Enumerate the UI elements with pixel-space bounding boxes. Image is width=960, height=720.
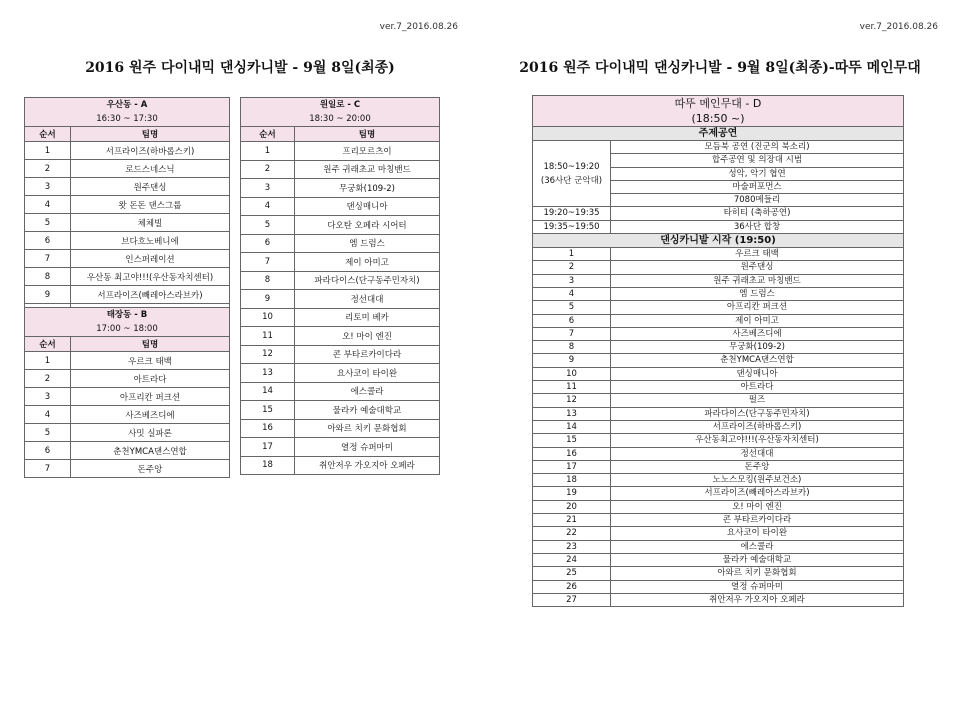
table-row: [25, 352, 230, 370]
column-header-team: 팀명: [295, 127, 440, 142]
team-cell: 열정 슈퍼마미: [295, 438, 440, 457]
team-cell: 물라카 예술대학교: [611, 553, 904, 566]
table-row: [533, 248, 904, 261]
table-name: 따뚜 메인무대 - D: [674, 97, 762, 110]
right-page: [480, 0, 960, 720]
order-cell: 6: [25, 442, 71, 460]
table-row: [25, 196, 230, 214]
order-cell: 7: [25, 250, 71, 268]
table-header: [241, 98, 440, 127]
team-cell: 에스콜라: [295, 382, 440, 401]
order-cell: 15: [533, 434, 611, 447]
order-cell: 20: [533, 500, 611, 513]
table-row: [241, 160, 440, 179]
table-row: [241, 401, 440, 420]
team-cell: 원주댄싱: [611, 261, 904, 274]
team-cell: 콘 부타르카이다라: [295, 345, 440, 364]
column-header-team: 팀명: [71, 127, 230, 142]
table-name: 우산동 - A: [106, 100, 148, 110]
column-header-order: 순서: [25, 127, 71, 142]
table-row: [241, 179, 440, 198]
order-cell: 3: [25, 388, 71, 406]
theme-time-cell: [533, 141, 611, 207]
table-row: [533, 593, 904, 606]
order-cell: 18: [241, 456, 295, 475]
table-name: 태장동 - B: [106, 310, 148, 320]
table-row: [25, 370, 230, 388]
order-cell: 22: [533, 527, 611, 540]
team-cell: 사즈베즈디에: [71, 406, 230, 424]
team-cell: 돈주앙: [611, 460, 904, 473]
table-row: [241, 438, 440, 457]
table-row: [241, 216, 440, 235]
order-cell: 2: [241, 160, 295, 179]
team-cell: 서프라이즈(빼레아스라브카): [611, 487, 904, 500]
order-cell: 16: [241, 419, 295, 438]
table-row: [241, 382, 440, 401]
team-cell: 체체빌: [71, 214, 230, 232]
team-cell: 물라카 예술대학교: [295, 401, 440, 420]
team-cell: 우산동최고야!!!(우산동자치센터): [611, 434, 904, 447]
team-cell: 제이 아미고: [611, 314, 904, 327]
order-cell: 14: [241, 382, 295, 401]
team-cell: 아트라다: [611, 381, 904, 394]
order-cell: 4: [25, 406, 71, 424]
table-row: [25, 214, 230, 232]
table-row: [533, 394, 904, 407]
team-cell: 요사코이 타이완: [295, 364, 440, 383]
column-header-team: 팀명: [71, 337, 230, 352]
order-cell: 10: [533, 367, 611, 380]
table-row: [533, 301, 904, 314]
page-title: 2016 원주 다이내믹 댄싱카니발 - 9월 8일(최종)-따뚜 메인무대: [519, 60, 921, 76]
schedule-table-c: [240, 97, 440, 475]
table-row: [533, 474, 904, 487]
order-cell: 21: [533, 514, 611, 527]
table-header: [533, 96, 904, 127]
table-row: [25, 460, 230, 478]
table-row: [25, 442, 230, 460]
order-cell: 8: [241, 271, 295, 290]
team-cell: 왓 돈돈 댄스그룹: [71, 196, 230, 214]
order-cell: 5: [533, 301, 611, 314]
team-cell: 오! 마이 엔진: [295, 327, 440, 346]
theme-row-item: 타히티 (축하공연): [611, 207, 904, 220]
team-cell: 파라다이스(단구동주민자치): [295, 271, 440, 290]
order-cell: 4: [25, 196, 71, 214]
theme-item: 7080메들리: [611, 194, 904, 207]
schedule-table-a: [24, 97, 230, 322]
order-cell: 6: [25, 232, 71, 250]
order-cell: 1: [241, 142, 295, 161]
team-cell: 엠 드럼스: [611, 287, 904, 300]
version-label: ver.7_2016.08.26: [859, 22, 938, 32]
team-cell: 댄싱매니아: [295, 197, 440, 216]
table-row: [533, 434, 904, 447]
team-cell: 제이 아미고: [295, 253, 440, 272]
team-cell: 로드스네스닉: [71, 160, 230, 178]
team-cell: 우르크 태백: [71, 352, 230, 370]
team-cell: 우산동 최고야!!!(우산동자치센터): [71, 268, 230, 286]
team-cell: 아프리칸 퍼크션: [71, 388, 230, 406]
team-cell: 무궁화(109-2): [611, 341, 904, 354]
table-row: [241, 327, 440, 346]
table-row: [241, 364, 440, 383]
team-cell: 사즈베즈디에: [611, 327, 904, 340]
column-header-order: 순서: [241, 127, 295, 142]
section-theme-header: 주제공연: [533, 127, 904, 141]
table-row: [533, 447, 904, 460]
team-cell: 춘천YMCA댄스연합: [71, 442, 230, 460]
team-cell: 돈주앙: [71, 460, 230, 478]
table-row: [241, 290, 440, 309]
table-name: 원일로 - C: [319, 100, 361, 110]
column-header-order: 순서: [25, 337, 71, 352]
table-row: [241, 271, 440, 290]
order-cell: 4: [533, 287, 611, 300]
theme-row-time: 19:35~19:50: [533, 220, 611, 233]
order-cell: 13: [533, 407, 611, 420]
table-row: [533, 341, 904, 354]
order-cell: 8: [25, 268, 71, 286]
schedule-table-b: [24, 307, 230, 478]
theme-item: 성악, 악기 협연: [611, 167, 904, 180]
order-cell: 27: [533, 593, 611, 606]
order-cell: 3: [533, 274, 611, 287]
table-row: [533, 500, 904, 513]
theme-item: 마술퍼포먼스: [611, 180, 904, 193]
order-cell: 17: [241, 438, 295, 457]
team-cell: 엠 드럼스: [295, 234, 440, 253]
order-cell: 10: [241, 308, 295, 327]
order-cell: 7: [25, 460, 71, 478]
team-cell: 아와르 치키 문화협회: [611, 567, 904, 580]
order-cell: 3: [241, 179, 295, 198]
team-cell: 원주 귀래초교 마칭밴드: [611, 274, 904, 287]
team-cell: 브다흐노베니에: [71, 232, 230, 250]
order-cell: 11: [533, 381, 611, 394]
team-cell: 서프라이즈(하바롭스키): [611, 420, 904, 433]
order-cell: 3: [25, 178, 71, 196]
team-cell: 에스콜라: [611, 540, 904, 553]
order-cell: 16: [533, 447, 611, 460]
table-row: [241, 142, 440, 161]
team-cell: 요사코이 타이완: [611, 527, 904, 540]
order-cell: 14: [533, 420, 611, 433]
order-cell: 9: [241, 290, 295, 309]
table-row: [25, 178, 230, 196]
table-row: [533, 381, 904, 394]
table-header: [25, 98, 230, 127]
theme-row-item: 36사단 합창: [611, 220, 904, 233]
team-cell: 아프리칸 퍼크션: [611, 301, 904, 314]
table-row: [533, 420, 904, 433]
order-cell: 8: [533, 341, 611, 354]
order-cell: 5: [241, 216, 295, 235]
table-row: [25, 406, 230, 424]
table-row: [241, 197, 440, 216]
table-row: [533, 540, 904, 553]
table-time: 16:30 ~ 17:30: [96, 114, 158, 124]
team-cell: 우르크 태백: [611, 248, 904, 261]
theme-item: 모듬북 공연 (진군의 북소리): [611, 141, 904, 154]
table-row: [25, 388, 230, 406]
table-row: [241, 253, 440, 272]
team-cell: 펄즈: [611, 394, 904, 407]
table-row: [241, 456, 440, 475]
table-row: [533, 460, 904, 473]
order-cell: 12: [241, 345, 295, 364]
team-cell: 사밋 실파론: [71, 424, 230, 442]
team-cell: 리토미 베카: [295, 308, 440, 327]
table-row: [533, 261, 904, 274]
order-cell: 13: [241, 364, 295, 383]
order-cell: 9: [25, 286, 71, 304]
table-row: [533, 514, 904, 527]
order-cell: 19: [533, 487, 611, 500]
team-cell: 서프라이즈(하바롭스키): [71, 142, 230, 160]
team-cell: 서프라이즈(빼레아스라브카): [71, 286, 230, 304]
page-title: 2016 원주 다이내믹 댄싱카니발 - 9월 8일(최종): [85, 60, 395, 76]
table-row: [25, 142, 230, 160]
order-cell: 1: [25, 142, 71, 160]
table-row: [25, 250, 230, 268]
table-header: [25, 308, 230, 337]
order-cell: 6: [533, 314, 611, 327]
order-cell: 26: [533, 580, 611, 593]
table-row: [533, 487, 904, 500]
table-row: [533, 527, 904, 540]
table-row: [533, 274, 904, 287]
team-cell: 무궁화(109-2): [295, 179, 440, 198]
section-dance-header: 댄싱카니발 시작 (19:50): [533, 234, 904, 248]
team-cell: 댄싱매니아: [611, 367, 904, 380]
table-time: 18:30 ~ 20:00: [309, 114, 371, 124]
team-cell: 정선대대: [611, 447, 904, 460]
table-row: [533, 354, 904, 367]
table-row: [533, 327, 904, 340]
team-cell: 정선대대: [295, 290, 440, 309]
order-cell: 7: [241, 253, 295, 272]
table-row: [533, 580, 904, 593]
table-row: [533, 367, 904, 380]
table-row: [25, 160, 230, 178]
theme-time: 18:50~19:20: [543, 161, 600, 172]
order-cell: 18: [533, 474, 611, 487]
table-row: [533, 407, 904, 420]
order-cell: 23: [533, 540, 611, 553]
order-cell: 2: [533, 261, 611, 274]
team-cell: 프리모르츠이: [295, 142, 440, 161]
order-cell: 15: [241, 401, 295, 420]
order-cell: 2: [25, 370, 71, 388]
theme-row-time: 19:20~19:35: [533, 207, 611, 220]
order-cell: 12: [533, 394, 611, 407]
table-time: (18:50 ~): [691, 112, 745, 125]
order-cell: 5: [25, 214, 71, 232]
schedule-table-d: [532, 95, 904, 607]
team-cell: 인스퍼레이션: [71, 250, 230, 268]
team-cell: 취안저우 가오지아 오페라: [295, 456, 440, 475]
team-cell: 노노스모킹(원주보건소): [611, 474, 904, 487]
table-row: [241, 419, 440, 438]
theme-item: 합주공연 및 의장대 시범: [611, 154, 904, 167]
team-cell: 파라다이스(단구동주민자치): [611, 407, 904, 420]
table-row: [241, 234, 440, 253]
team-cell: 원주댄싱: [71, 178, 230, 196]
order-cell: 25: [533, 567, 611, 580]
table-row: [25, 286, 230, 304]
team-cell: 오! 마이 엔진: [611, 500, 904, 513]
team-cell: 아트라다: [71, 370, 230, 388]
order-cell: 4: [241, 197, 295, 216]
order-cell: 11: [241, 327, 295, 346]
table-row: [241, 345, 440, 364]
table-row: [25, 232, 230, 250]
table-row: [533, 567, 904, 580]
order-cell: 5: [25, 424, 71, 442]
order-cell: 6: [241, 234, 295, 253]
team-cell: 콘 부타르카이다라: [611, 514, 904, 527]
table-row: [25, 424, 230, 442]
order-cell: 1: [533, 248, 611, 261]
table-time: 17:00 ~ 18:00: [96, 324, 158, 334]
version-label: ver.7_2016.08.26: [379, 22, 458, 32]
team-cell: 원주 귀래초교 마칭밴드: [295, 160, 440, 179]
order-cell: 2: [25, 160, 71, 178]
team-cell: 다오탄 오페라 시어터: [295, 216, 440, 235]
team-cell: 취안저우 가오지아 오페라: [611, 593, 904, 606]
team-cell: 열정 슈퍼마미: [611, 580, 904, 593]
table-row: [533, 287, 904, 300]
order-cell: 7: [533, 327, 611, 340]
table-row: [533, 314, 904, 327]
order-cell: 17: [533, 460, 611, 473]
team-cell: 춘천YMCA댄스연합: [611, 354, 904, 367]
order-cell: 1: [25, 352, 71, 370]
team-cell: 아와르 치키 문화협회: [295, 419, 440, 438]
order-cell: 9: [533, 354, 611, 367]
table-row: [25, 268, 230, 286]
table-row: [533, 553, 904, 566]
order-cell: 24: [533, 553, 611, 566]
theme-performer: (36사단 군악대): [540, 175, 603, 186]
table-row: [241, 308, 440, 327]
